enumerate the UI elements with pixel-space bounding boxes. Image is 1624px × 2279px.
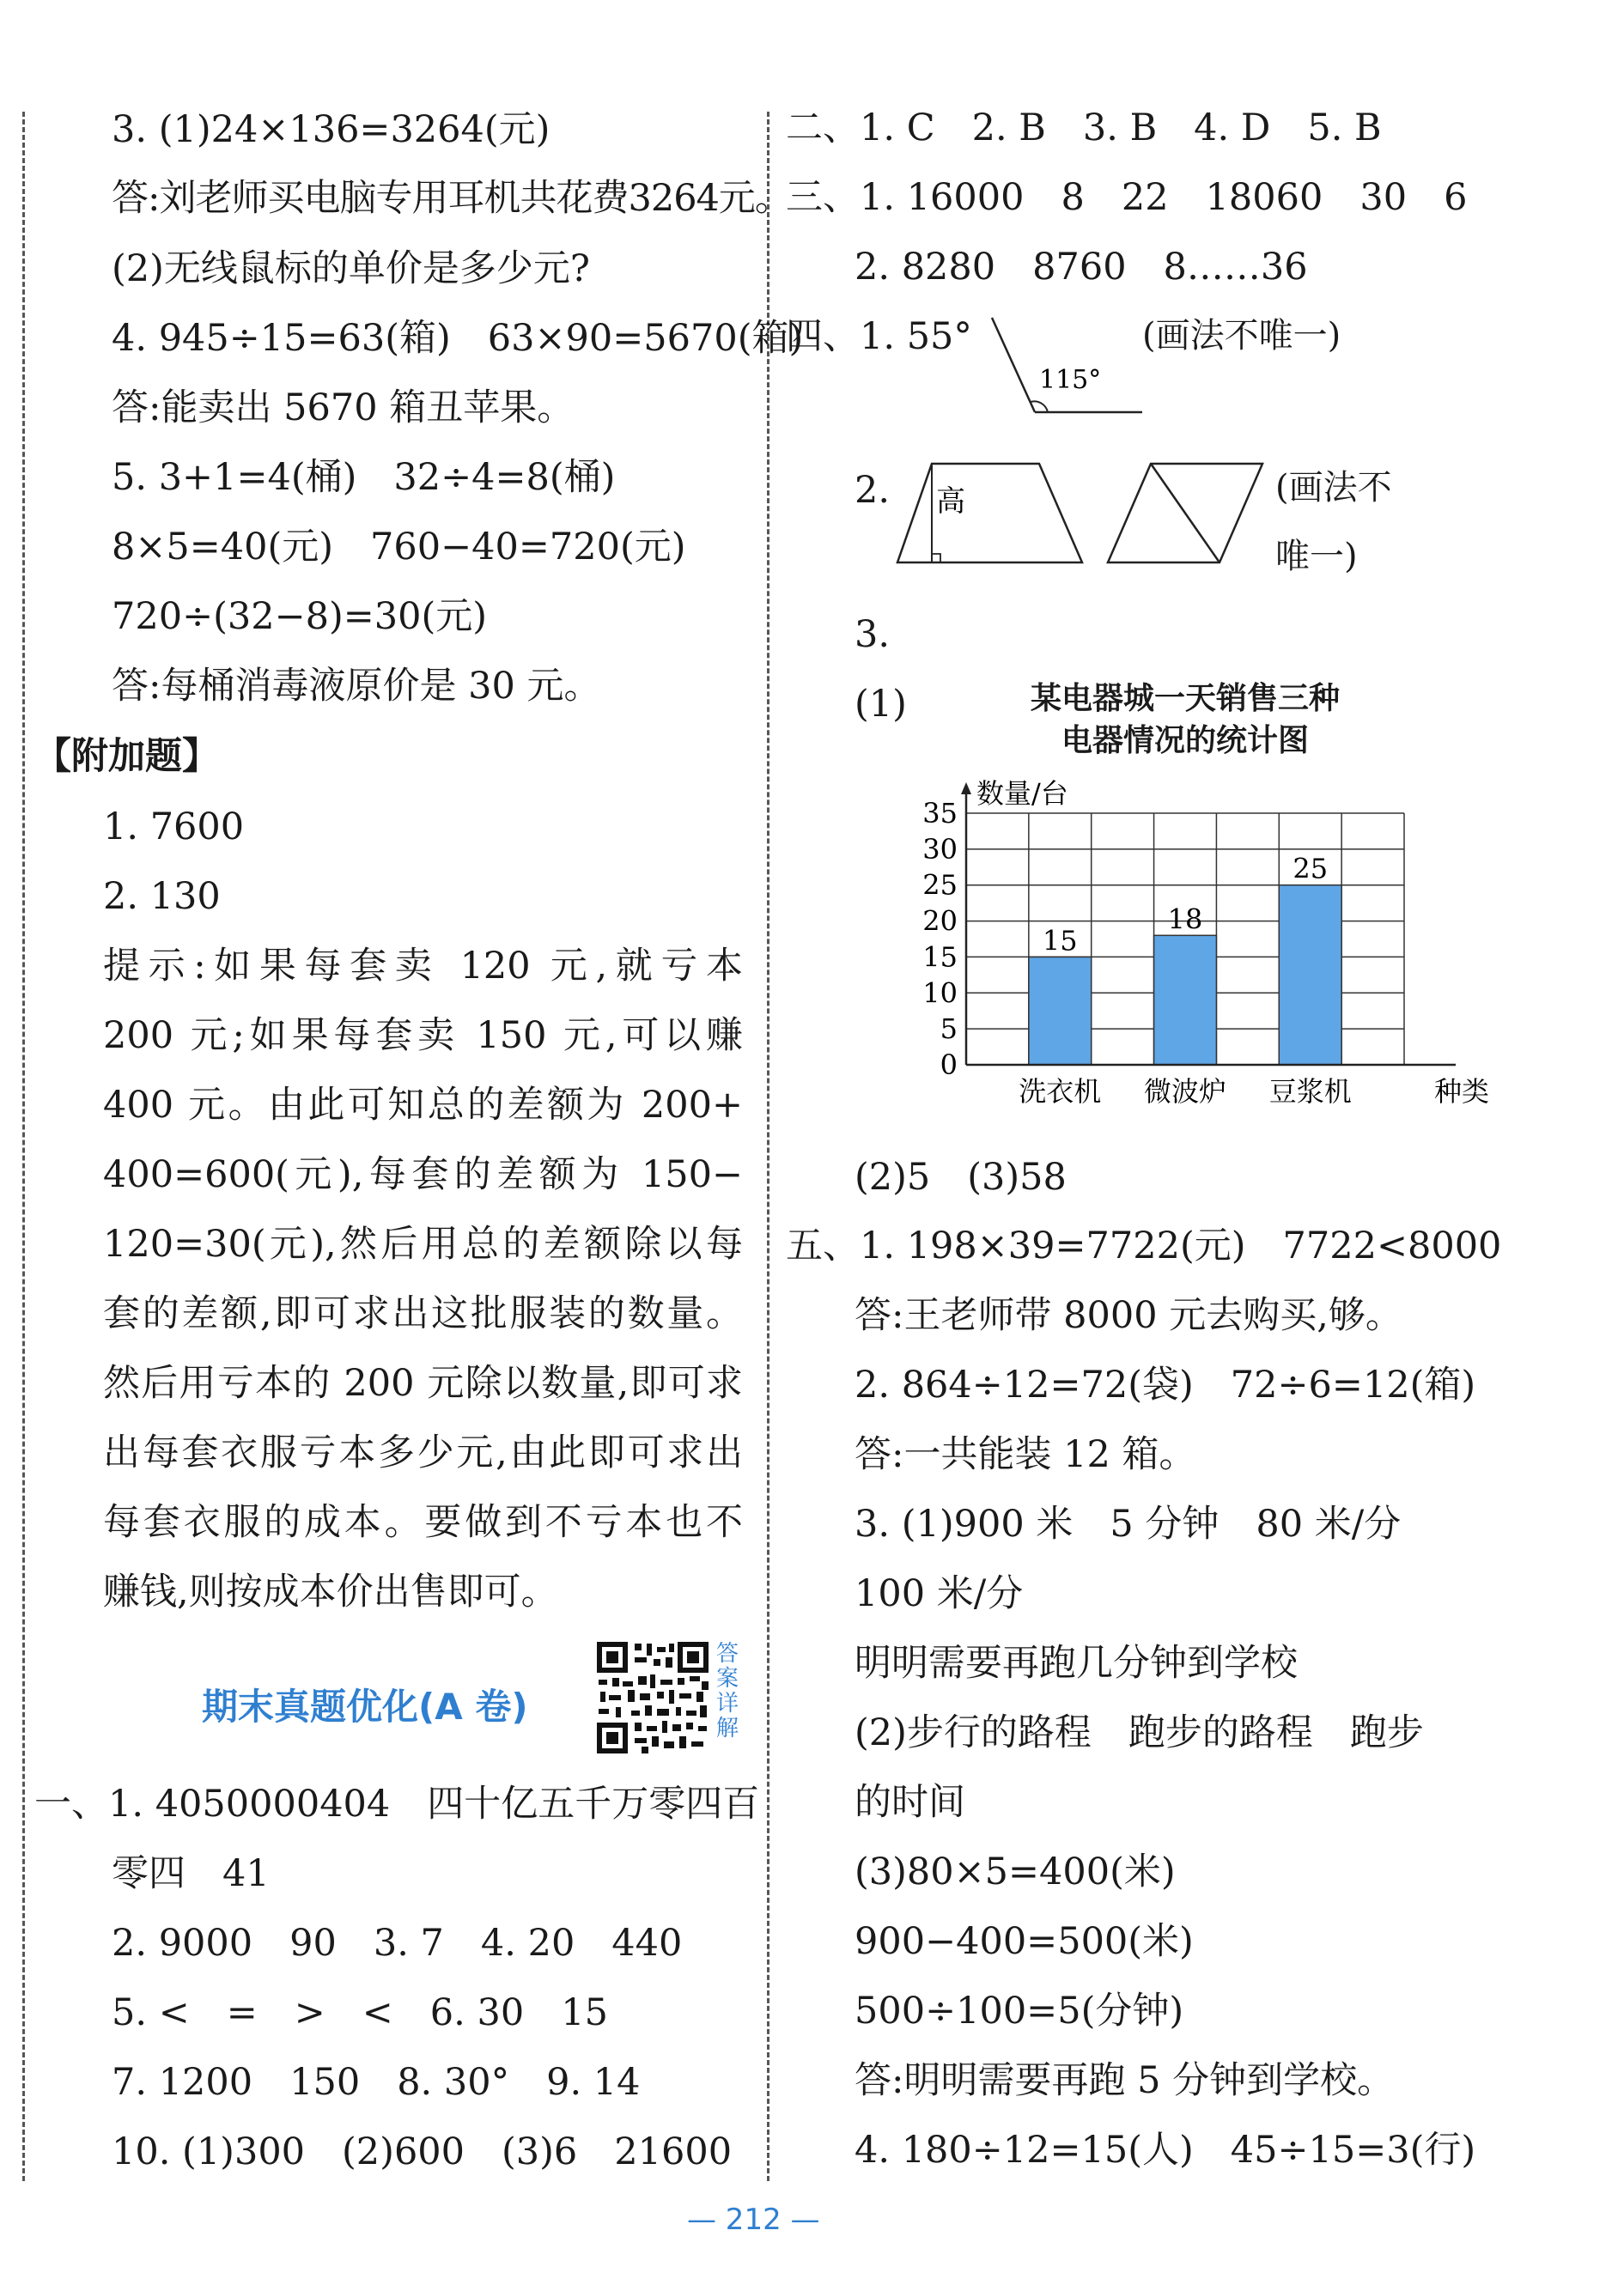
left-line: 答:能卖出 5670 箱丑苹果。 xyxy=(112,386,575,429)
chart-title-line-1: 某电器城一天销售三种 xyxy=(1030,681,1340,716)
y-tick-label: 35 xyxy=(922,797,958,830)
answer-line: 3. xyxy=(855,613,891,656)
chart-title-line-2: 电器情况的统计图 xyxy=(1061,722,1309,758)
bar-chart xyxy=(910,769,1494,1129)
qr-code-icon[interactable] xyxy=(597,1642,709,1753)
hint-line: 200 元;如果每套卖 150 元,可以赚 xyxy=(103,1014,743,1057)
answer-line: (2)5 (3)58 xyxy=(855,1156,1067,1199)
answer-line: 3. (1)900 米 5 分钟 80 米/分 xyxy=(855,1503,1402,1546)
bar-value-label: 18 xyxy=(1167,902,1203,936)
y-tick-label: 25 xyxy=(922,868,958,902)
left-line: 4. 945÷15=63(箱) 63×90=5670(箱) xyxy=(112,317,804,360)
answer-line: 三、1. 16000 8 22 18060 30 6 xyxy=(786,176,1468,219)
left-line: 答:每桶消毒液原价是 30 元。 xyxy=(112,665,601,708)
hint-line: 400=600(元),每套的差额为 150− xyxy=(103,1153,743,1196)
hint-line: 400 元。由此可知总的差额为 200+ xyxy=(103,1084,743,1127)
answer-line: 答:明明需要再跑 5 分钟到学校。 xyxy=(855,2059,1395,2102)
note-text: (画法不唯一) xyxy=(1142,316,1341,356)
answer-line: 的时间 xyxy=(855,1781,965,1824)
answer-line: 2. 9000 90 3. 7 4. 20 440 xyxy=(112,1922,683,1965)
answer-line: 五、1. 198×39=7722(元) 7722<8000 xyxy=(786,1225,1502,1267)
answer-line: 7. 1200 150 8. 30° 9. 14 xyxy=(112,2061,641,2104)
trapezoid-figures xyxy=(893,459,1271,567)
y-axis-label: 数量/台 xyxy=(976,777,1068,810)
answer-line: 900−400=500(米) xyxy=(855,1920,1194,1963)
bar-洗衣机 xyxy=(1029,957,1092,1065)
page-number: — 212 — xyxy=(687,2203,820,2237)
answer-line: 一、1. 4050000404 四十亿五千万零四百 xyxy=(34,1783,760,1826)
qr-answer-label: 答案详解 xyxy=(715,1641,739,1741)
x-axis-label: 种类 xyxy=(1434,1075,1490,1108)
left-line: 2. 130 xyxy=(103,875,221,918)
answer-line: 明明需要再跑几分钟到学校 xyxy=(855,1642,1298,1685)
category-label: 洗衣机 xyxy=(1019,1075,1102,1108)
hint-line: 每套衣服的成本。要做到不亏本也不 xyxy=(103,1501,743,1544)
answer-line: (3)80×5=400(米) xyxy=(855,1851,1176,1893)
angle-figure xyxy=(988,313,1151,421)
answer-line: 零四 41 xyxy=(112,1852,270,1895)
chart-title xyxy=(885,678,1486,762)
hint-line: 提示:如果每套卖 120 元,就亏本 xyxy=(103,945,743,988)
height-label: 高 xyxy=(936,484,965,519)
answer-line: 答:王老师带 8000 元去购买,够。 xyxy=(855,1294,1402,1337)
hint-line: 套的差额,即可求出这批服装的数量。 xyxy=(103,1292,743,1335)
left-line: 8×5=40(元) 760−40=720(元) xyxy=(112,526,686,568)
hint-line: 120=30(元),然后用总的差额除以每 xyxy=(103,1223,743,1266)
answer-line: 2. xyxy=(855,469,891,512)
answer-line: 5. < = > < 6. 30 15 xyxy=(112,1991,608,2034)
left-margin-dashed-line xyxy=(22,112,25,2181)
note-text: (画法不 xyxy=(1275,468,1392,507)
y-tick-label: 5 xyxy=(940,1012,958,1046)
answer-line: (1) xyxy=(855,683,907,726)
left-line: 5. 3+1=4(桶) 32÷4=8(桶) xyxy=(112,456,616,499)
y-tick-label: 20 xyxy=(922,904,958,938)
answer-line: (2)步行的路程 跑步的路程 跑步 xyxy=(855,1711,1424,1754)
section-title: 期末真题优化(A 卷) xyxy=(202,1686,528,1728)
left-line: 720÷(32−8)=30(元) xyxy=(112,595,488,638)
answer-line: 500÷100=5(分钟) xyxy=(855,1990,1184,2033)
bar-微波炉 xyxy=(1154,935,1217,1065)
y-tick-label: 0 xyxy=(940,1048,958,1081)
answer-line: 100 米/分 xyxy=(855,1572,1024,1615)
answer-line: 2. 8280 8760 8……36 xyxy=(855,246,1308,289)
category-label: 豆浆机 xyxy=(1268,1075,1352,1108)
extra-questions-title: 【附加题】 xyxy=(34,735,219,778)
column-divider-dashed-line xyxy=(767,112,769,2181)
category-label: 微波炉 xyxy=(1143,1075,1227,1108)
answer-line: 答:一共能装 12 箱。 xyxy=(855,1433,1196,1476)
answer-line: 2. 864÷12=72(袋) 72÷6=12(箱) xyxy=(855,1364,1476,1407)
answer-line: 四、1. 55° xyxy=(786,315,972,358)
left-line: 3. (1)24×136=3264(元) xyxy=(112,108,550,151)
angle-label: 115° xyxy=(1039,365,1102,395)
hint-line: 赚钱,则按成本价出售即可。 xyxy=(103,1571,558,1614)
bar-豆浆机 xyxy=(1279,885,1341,1065)
hint-line: 然后用亏本的 200 元除以数量,即可求 xyxy=(103,1362,743,1405)
y-tick-label: 15 xyxy=(922,940,958,974)
answer-line: 二、1. C 2. B 3. B 4. D 5. B xyxy=(786,106,1382,149)
note-text: 唯一) xyxy=(1275,537,1358,576)
answer-line: 10. (1)300 (2)600 (3)6 21600 xyxy=(112,2130,733,2173)
answer-line: 4. 180÷12=15(人) 45÷15=3(行) xyxy=(855,2129,1476,2172)
left-line: 1. 7600 xyxy=(103,805,245,848)
bar-value-label: 25 xyxy=(1293,852,1329,885)
hint-line: 出每套衣服亏本多少元,由此即可求出 xyxy=(103,1431,743,1474)
y-axis-arrow xyxy=(961,782,971,794)
left-line: (2)无线鼠标的单价是多少元? xyxy=(112,247,590,290)
y-tick-label: 10 xyxy=(922,976,958,1010)
left-line: 答:刘老师买电脑专用耳机共花费3264元。 xyxy=(112,177,791,220)
y-tick-label: 30 xyxy=(922,832,958,866)
bar-value-label: 15 xyxy=(1042,924,1078,957)
